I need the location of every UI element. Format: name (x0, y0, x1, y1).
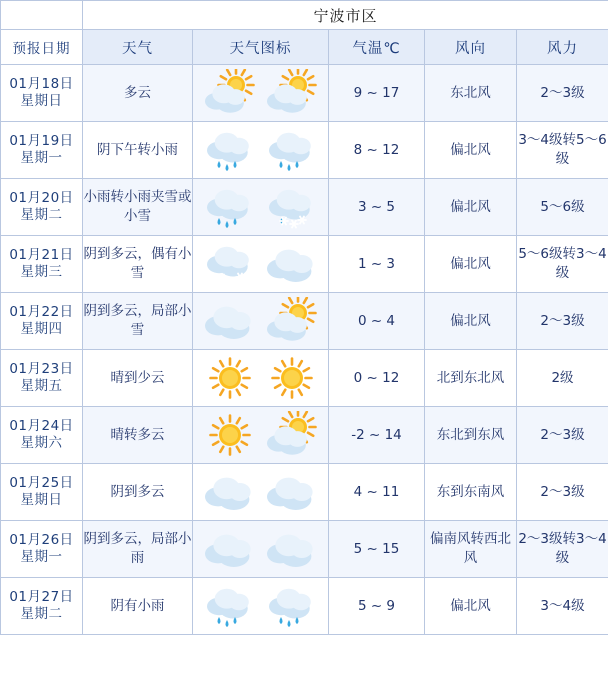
date-day: 01月21日 (9, 247, 74, 263)
wind-direction: 偏北风 (425, 179, 517, 236)
title-spacer (1, 1, 83, 30)
wind-power: 3～4级 (517, 578, 608, 635)
wind-direction: 东北风 (425, 65, 517, 122)
wind-power: 2～3级 (517, 293, 608, 350)
temperature-range: -2 ~ 14 (329, 407, 425, 464)
date-day: 01月23日 (9, 361, 74, 377)
forecast-date (1, 122, 83, 179)
weather-icons (193, 464, 329, 521)
temperature-range: 3 ~ 5 (329, 179, 425, 236)
wind-power: 5～6级转3～4级 (517, 236, 608, 293)
sunny-icon (264, 354, 320, 402)
date-weekday: 星期一 (20, 150, 63, 166)
weather-description: 阴到多云 (83, 464, 193, 521)
weather-description: 小雨转小雨夹雪或小雪 (83, 179, 193, 236)
date-day: 01月20日 (9, 190, 74, 206)
icon-pair (193, 350, 328, 406)
light-rain-icon (202, 183, 258, 231)
weather-icons (193, 350, 329, 407)
temperature-range: 1 ~ 3 (329, 236, 425, 293)
table-row (1, 521, 608, 578)
wind-power: 2～3级 (517, 464, 608, 521)
forecast-date (1, 521, 83, 578)
page-title: 宁波市区 (83, 1, 608, 30)
weather-description: 阴下午转小雨 (83, 122, 193, 179)
table-row (1, 293, 608, 350)
title-row (1, 1, 608, 30)
wind-direction: 偏南风转西北风 (425, 521, 517, 578)
weather-description: 阴有小雨 (83, 578, 193, 635)
column-header-wind-power: 风力 (517, 30, 608, 65)
cloudy-icon (264, 525, 320, 573)
temperature-range: 0 ~ 4 (329, 293, 425, 350)
forecast-date (1, 464, 83, 521)
table-row (1, 65, 608, 122)
wind-power: 2～3级转3～4级 (517, 521, 608, 578)
icon-pair (193, 407, 328, 463)
light-rain-icon (202, 126, 258, 174)
partly-cloudy-icon (264, 411, 320, 459)
icon-pair (193, 122, 328, 178)
table-row (1, 122, 608, 179)
partly-cloudy-icon (264, 69, 320, 117)
date-day: 01月19日 (9, 133, 74, 149)
wind-power: 2～3级 (517, 407, 608, 464)
column-header-wind-dir: 风向 (425, 30, 517, 65)
sleet-icon (264, 183, 320, 231)
icon-pair (193, 236, 328, 292)
temperature-range: 5 ~ 9 (329, 578, 425, 635)
date-day: 01月18日 (9, 76, 74, 92)
wind-power: 5～6级 (517, 179, 608, 236)
sunny-icon (202, 354, 258, 402)
cloudy-icon (264, 468, 320, 516)
forecast-date (1, 578, 83, 635)
forecast-date (1, 293, 83, 350)
date-weekday: 星期三 (20, 264, 63, 280)
wind-direction: 东到东南风 (425, 464, 517, 521)
light-rain-icon (264, 126, 320, 174)
weather-description: 晴转多云 (83, 407, 193, 464)
watermark: 宁东方论坛 (514, 637, 600, 655)
cloudy-icon (202, 297, 258, 345)
date-weekday: 星期一 (20, 549, 63, 565)
icon-pair (193, 521, 328, 577)
date-weekday: 星期日 (20, 492, 63, 508)
weather-description: 阴到多云，局部小雨 (83, 521, 193, 578)
forecast-date (1, 179, 83, 236)
partly-cloudy-icon (264, 297, 320, 345)
table-row (1, 407, 608, 464)
weather-icons (193, 407, 329, 464)
date-day: 01月24日 (9, 418, 74, 434)
table-row (1, 350, 608, 407)
date-weekday: 星期六 (20, 435, 63, 451)
forecast-date (1, 407, 83, 464)
wind-direction: 偏北风 (425, 236, 517, 293)
cloudy-icon (202, 468, 258, 516)
weather-icons (193, 236, 329, 293)
wind-direction: 偏北风 (425, 578, 517, 635)
date-day: 01月26日 (9, 532, 74, 548)
table-row (1, 179, 608, 236)
forecast-date (1, 350, 83, 407)
icon-pair (193, 293, 328, 349)
wind-direction: 东北到东风 (425, 407, 517, 464)
wind-direction: 偏北风 (425, 293, 517, 350)
table-row (1, 464, 608, 521)
weather-description: 晴到少云 (83, 350, 193, 407)
header-row (1, 30, 608, 65)
table-row (1, 578, 608, 635)
light-rain-icon (264, 582, 320, 630)
temperature-range: 8 ~ 12 (329, 122, 425, 179)
snow-icon (202, 240, 258, 288)
table-row (1, 236, 608, 293)
wind-power: 3～4级转5～6级 (517, 122, 608, 179)
partly-cloudy-icon (202, 69, 258, 117)
wind-direction: 偏北风 (425, 122, 517, 179)
weather-icons (193, 179, 329, 236)
icon-pair (193, 65, 328, 121)
date-weekday: 星期二 (20, 207, 63, 223)
weather-description: 阴到多云，偶有小雪 (83, 236, 193, 293)
date-day: 01月27日 (9, 589, 74, 605)
icon-pair (193, 179, 328, 235)
weather-description: 阴到多云，局部小雪 (83, 293, 193, 350)
temperature-range: 5 ~ 15 (329, 521, 425, 578)
date-weekday: 星期日 (20, 93, 63, 109)
weather-icons (193, 521, 329, 578)
column-header-date: 预报日期 (1, 30, 83, 65)
date-day: 01月22日 (9, 304, 74, 320)
icon-pair (193, 578, 328, 634)
temperature-range: 4 ~ 11 (329, 464, 425, 521)
date-day: 01月25日 (9, 475, 74, 491)
weather-icons (193, 578, 329, 635)
icon-pair (193, 464, 328, 520)
light-rain-icon (202, 582, 258, 630)
date-weekday: 星期五 (20, 378, 63, 394)
forecast-date (1, 236, 83, 293)
forecast-date (1, 65, 83, 122)
temperature-range: 9 ~ 17 (329, 65, 425, 122)
wind-power: 2～3级 (517, 65, 608, 122)
cloudy-icon (264, 240, 320, 288)
cloudy-icon (202, 525, 258, 573)
weather-icons (193, 65, 329, 122)
wind-power: 2级 (517, 350, 608, 407)
sunny-icon (202, 411, 258, 459)
weather-icons (193, 122, 329, 179)
column-header-temp: 气温℃ (329, 30, 425, 65)
date-weekday: 星期二 (20, 606, 63, 622)
column-header-icon: 天气图标 (193, 30, 329, 65)
date-weekday: 星期四 (20, 321, 63, 337)
weather-icons (193, 293, 329, 350)
column-header-weather: 天气 (83, 30, 193, 65)
wind-direction: 北到东北风 (425, 350, 517, 407)
weather-description: 多云 (83, 65, 193, 122)
temperature-range: 0 ~ 12 (329, 350, 425, 407)
